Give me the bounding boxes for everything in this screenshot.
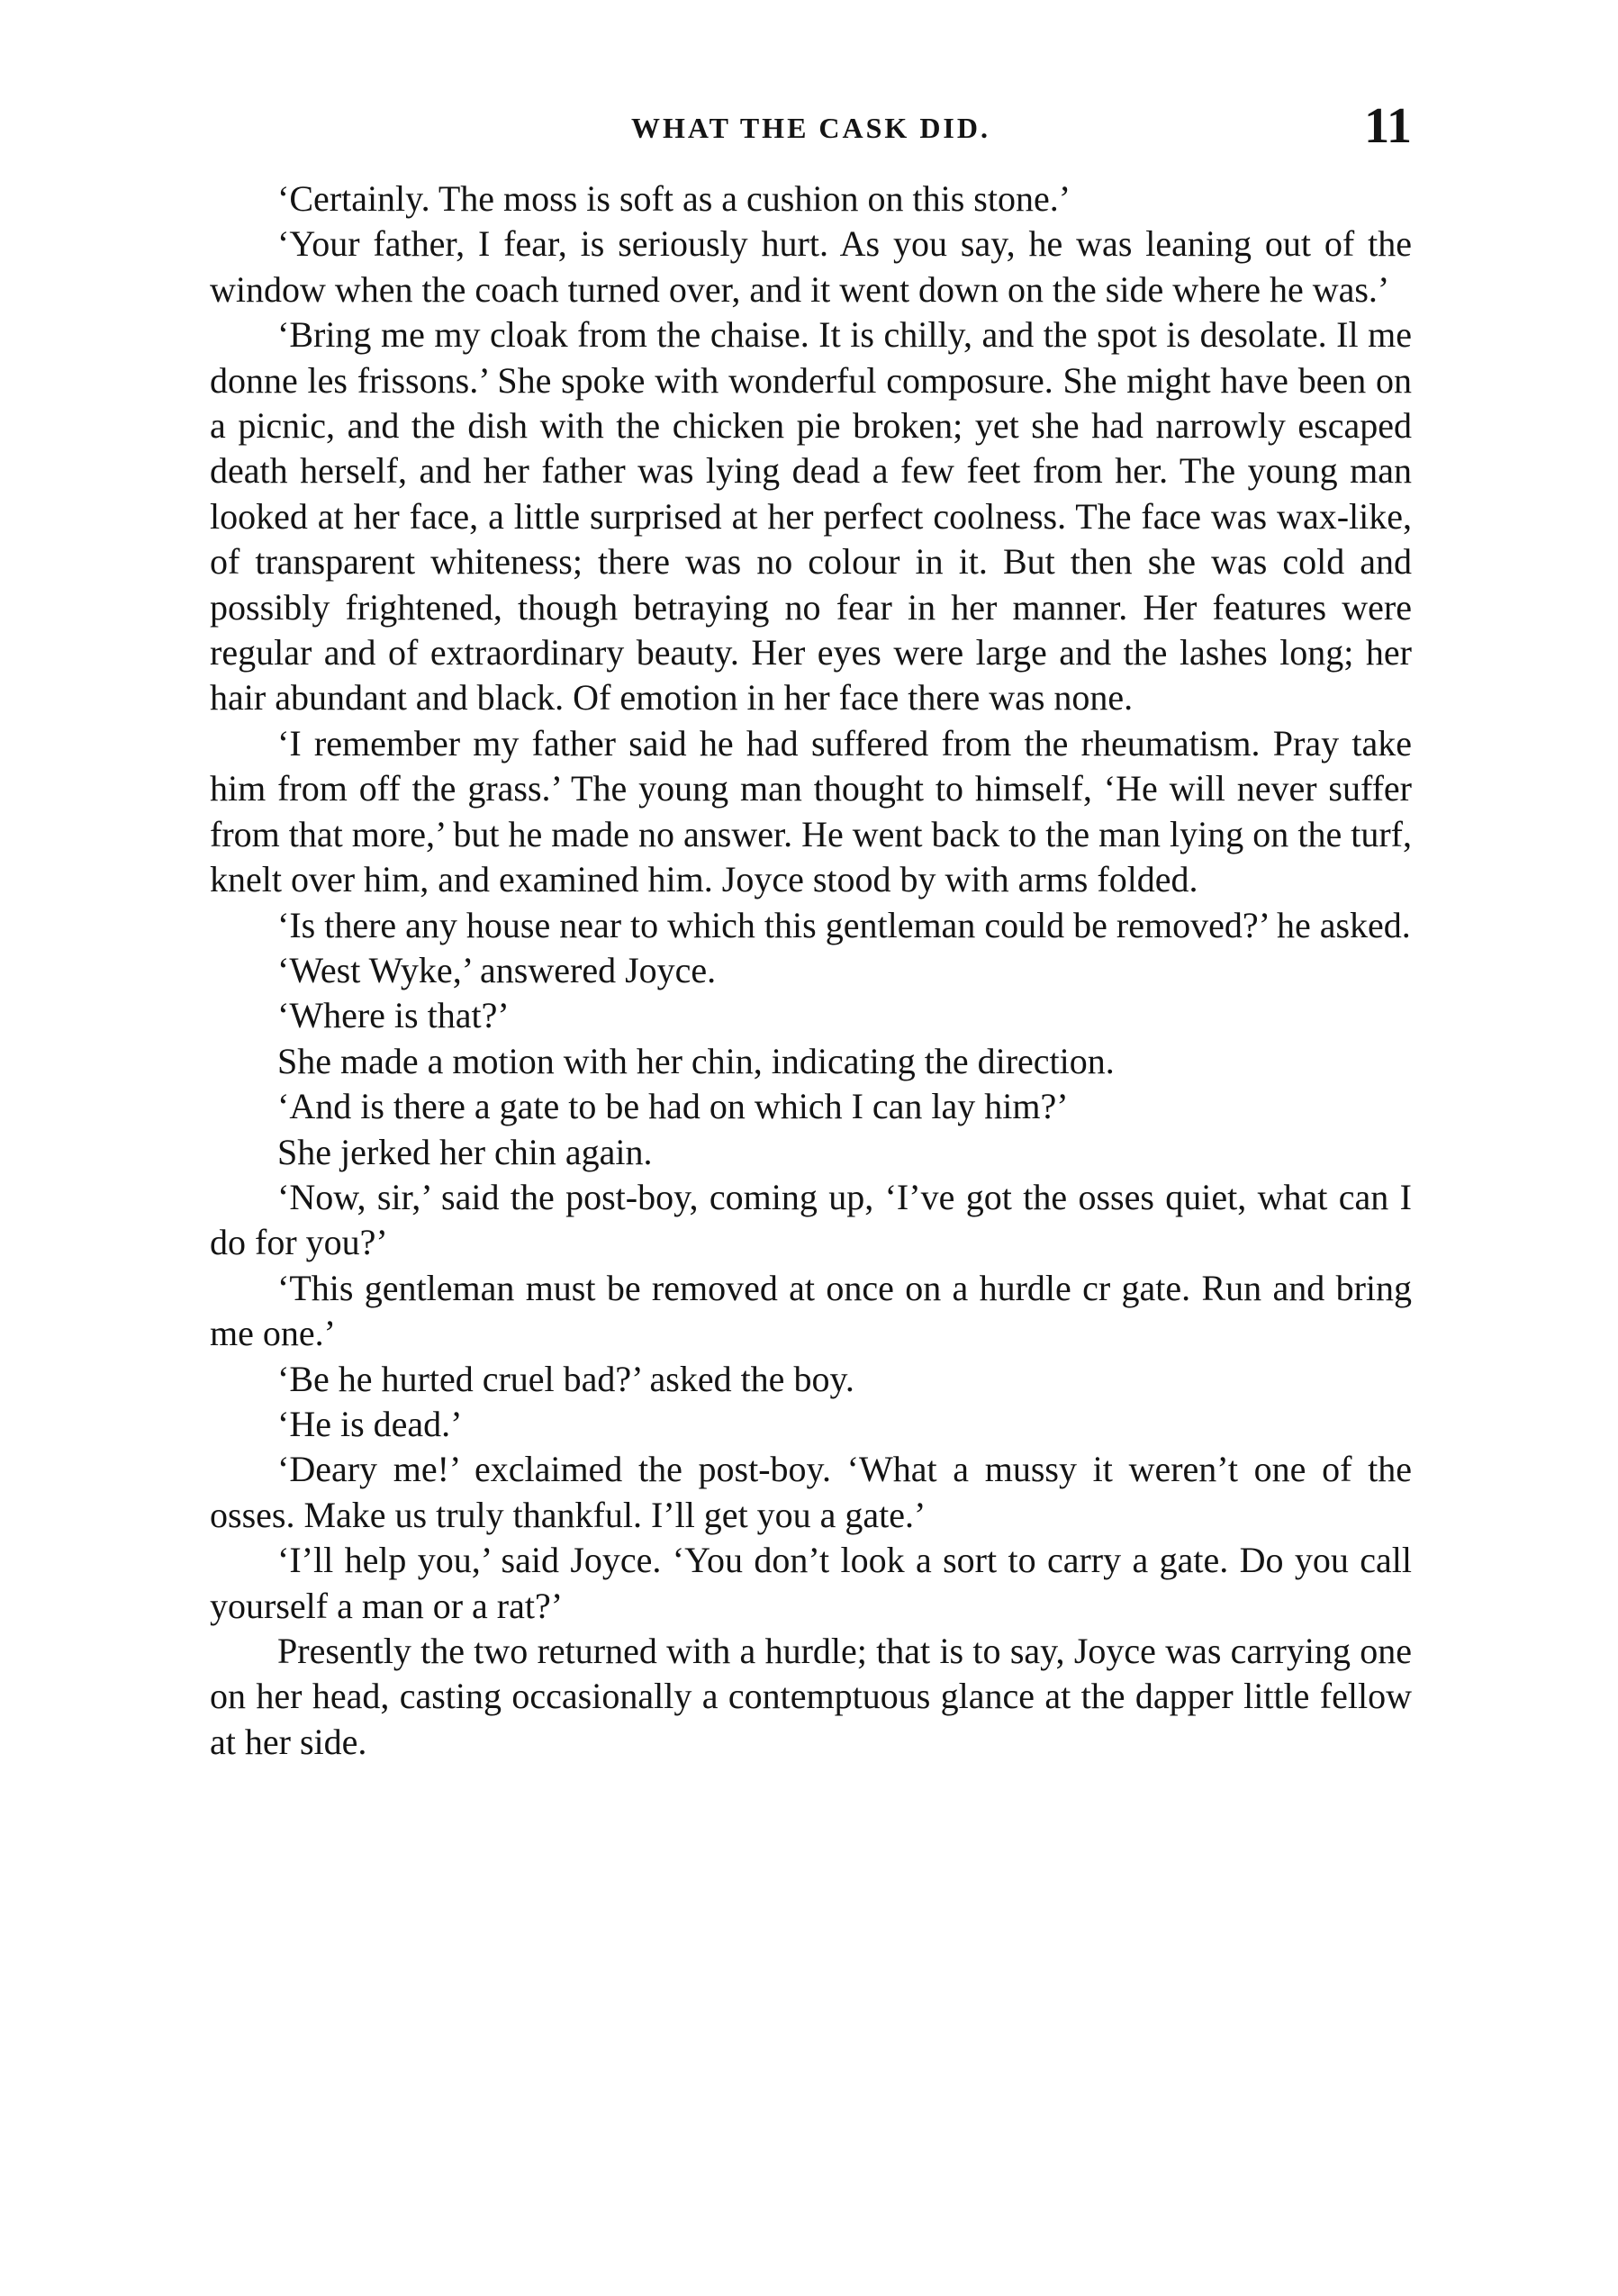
page-number: 11 bbox=[1364, 98, 1412, 154]
paragraph: ‘Deary me!’ exclaimed the post-boy. ‘What a mussy it weren’t one of the osses. Make us truly thankful. I’ll get you a gate.’ bbox=[210, 1449, 1412, 1535]
paragraph: ‘This gentleman must be removed at once on a hurdle cr gate. Run and bring me one.’ bbox=[210, 1267, 1412, 1354]
paragraph: ‘Bring me my cloak from the chaise. It is chilly, and the spot is desolate. Il me donne les frissons.’ She spoke with wonderful composure. She might have been on a picnic, and the dish with the chicken pie broken; yet she had narrowly escaped death herself, and her father was lying dead a few feet from her. The young man looked at her face, a little surprised at her perfect coolness. The face was wax-like, of transparent whiteness; there was no colour in it. But then she was cold and possibly frightened, though betraying no fear in her manner. Her features were regular and of extraordinary beauty. Her eyes were large and the lashes long; her hair abundant and black. Of emotion in her face there was none. bbox=[210, 314, 1412, 719]
paragraph: ‘I remember my father said he had suffered from the rheumatism. Pray take him from off the grass.’ The young man thought to himself, ‘He will never suffer from that more,’ but he made no answer. He went back to the man lying on the turf, knelt over him, and examined him. Joyce stood by with arms folded. bbox=[210, 722, 1412, 900]
paragraph: ‘Is there any house near to which this gentleman could be removed?’ he asked. bbox=[277, 904, 1411, 945]
paragraph: ‘Be he hurted cruel bad?’ asked the boy. bbox=[277, 1358, 854, 1399]
paragraph: ‘He is dead.’ bbox=[277, 1403, 463, 1444]
paragraph: ‘Now, sir,’ said the post-boy, coming up, ‘I’ve got the osses quiet, what can I do for you?’ bbox=[210, 1176, 1412, 1263]
paragraph: ‘And is there a gate to be had on which I can lay him?’ bbox=[277, 1086, 1069, 1127]
paragraph: Presently the two returned with a hurdle; that is to say, Joyce was carrying one on her head, casting occasionally a contemptuous glance at the dapper little fellow at her side. bbox=[210, 1631, 1412, 1762]
paragraph: She jerked her chin again. bbox=[277, 1131, 653, 1172]
paragraph: ‘I’ll help you,’ said Joyce. ‘You don’t look a sort to carry a gate. Do you call yourself a man or a rat?’ bbox=[210, 1540, 1412, 1626]
body-text bbox=[210, 176, 1412, 1765]
paragraph: ‘Your father, I fear, is seriously hurt. As you say, he was leaning out of the window when the coach turned over, and it went down on the side where he was.’ bbox=[210, 223, 1412, 310]
paragraph: ‘West Wyke,’ answered Joyce. bbox=[277, 949, 717, 990]
paragraph: ‘Certainly. The moss is soft as a cushion on this stone.’ bbox=[277, 178, 1071, 219]
running-title: WHAT THE CASK DID. bbox=[631, 112, 990, 144]
paragraph: ‘Where is that?’ bbox=[277, 995, 510, 1036]
running-head bbox=[210, 98, 1412, 160]
paragraph: She made a motion with her chin, indicating the direction. bbox=[277, 1040, 1115, 1081]
